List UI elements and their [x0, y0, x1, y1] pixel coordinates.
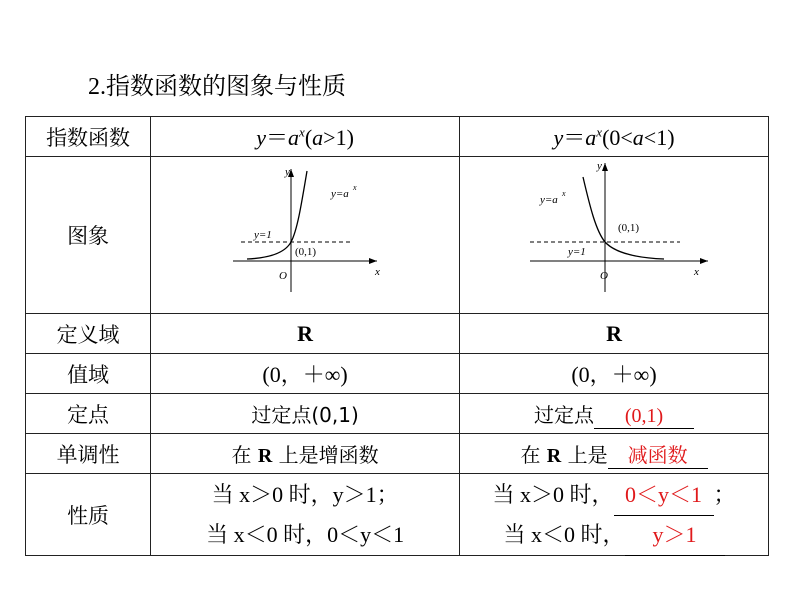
curve-label-right: y=a [540, 194, 558, 206]
fixed-point-decreasing [460, 394, 769, 434]
mono-col3-mid: 上是 [567, 442, 608, 467]
property-increasing [151, 474, 460, 556]
monotonicity-decreasing [460, 434, 769, 474]
decreasing-graph [464, 157, 764, 307]
origin-left: O [279, 270, 288, 282]
prop-dec-line1-prefix: 当 x＞0 时， [492, 481, 614, 507]
property-label: 性质 [26, 474, 151, 556]
graph-decreasing-cell [460, 157, 769, 314]
property-answer-1: 0＜y＜1 [625, 481, 703, 507]
mono-col3-set: R [546, 444, 562, 467]
property-decreasing [460, 474, 769, 556]
fixed-point-increasing: 过定点(0,1) [151, 394, 460, 434]
header-row [26, 117, 769, 157]
domain-row [26, 314, 769, 354]
domain-decreasing: R [460, 314, 769, 354]
graph-increasing-cell [151, 157, 460, 314]
point-label-right: (0,1) [618, 222, 640, 234]
curve-sup-right: x [562, 189, 566, 198]
fixed-point-answer: (0,1) [624, 404, 664, 427]
fixed-point-row [26, 394, 769, 434]
mono-col3-prefix: 在 [520, 442, 541, 467]
header-a-between-0-1: $y=a^x(0<a<1)$ [460, 117, 769, 157]
section-number: 2. [88, 74, 106, 100]
header-label: 指数函数 [26, 117, 151, 157]
y-axis-label-left: y [285, 166, 290, 178]
property-row [26, 474, 769, 556]
property-answer-2: y＞1 [652, 521, 697, 547]
domain-label: 定义域 [26, 314, 151, 354]
asymptote-label-left: y=1 [254, 229, 272, 241]
fixed-point-prefix: 过定点 [534, 402, 595, 427]
monotonicity-label: 单调性 [26, 434, 151, 474]
monotonicity-row [26, 434, 769, 474]
mono-col2-prefix: 在 [231, 443, 252, 467]
x-axis-label-left: x [375, 266, 380, 278]
origin-right: O [600, 270, 608, 282]
increasing-graph [155, 157, 455, 307]
point-label-left: (0,1) [295, 246, 317, 258]
curve-sup-left: x [353, 183, 357, 192]
mono-col2-suffix: 上是增函数 [278, 443, 379, 467]
range-row [26, 354, 769, 394]
monotonicity-increasing [151, 434, 460, 474]
exponential-function-table [25, 116, 769, 556]
property-inc-line2: 当 x＜0 时，0＜y＜1 [206, 521, 405, 547]
property-dec-line1 [460, 475, 768, 515]
header-a-greater-1: $y=a^x(a>1)$ [151, 117, 460, 157]
mono-col2-set: R [257, 445, 273, 467]
fixed-point-label: 定点 [26, 394, 151, 434]
curve-label-left: y=a [331, 188, 349, 200]
section-title [88, 66, 346, 101]
range-increasing: (0，＋∞) [151, 354, 460, 394]
prop-dec-line2-prefix: 当 x＜0 时， [503, 521, 625, 547]
range-decreasing: (0，＋∞) [460, 354, 769, 394]
graph-label: 图象 [26, 157, 151, 314]
graph-row [26, 157, 769, 314]
monotonicity-answer: 减函数 [627, 442, 688, 467]
x-axis-label-right: x [694, 266, 699, 278]
asymptote-label-right: y=1 [568, 246, 586, 258]
range-label: 值域 [26, 354, 151, 394]
y-axis-label-right: y [597, 160, 602, 172]
property-inc-line1: 当 x＞0 时，y＞1； [211, 481, 399, 507]
property-dec-line2 [460, 515, 768, 555]
domain-increasing: R [151, 314, 460, 354]
prop-dec-line1-suffix: ； [713, 481, 736, 507]
section-heading: 指数函数的图象与性质 [106, 72, 346, 100]
